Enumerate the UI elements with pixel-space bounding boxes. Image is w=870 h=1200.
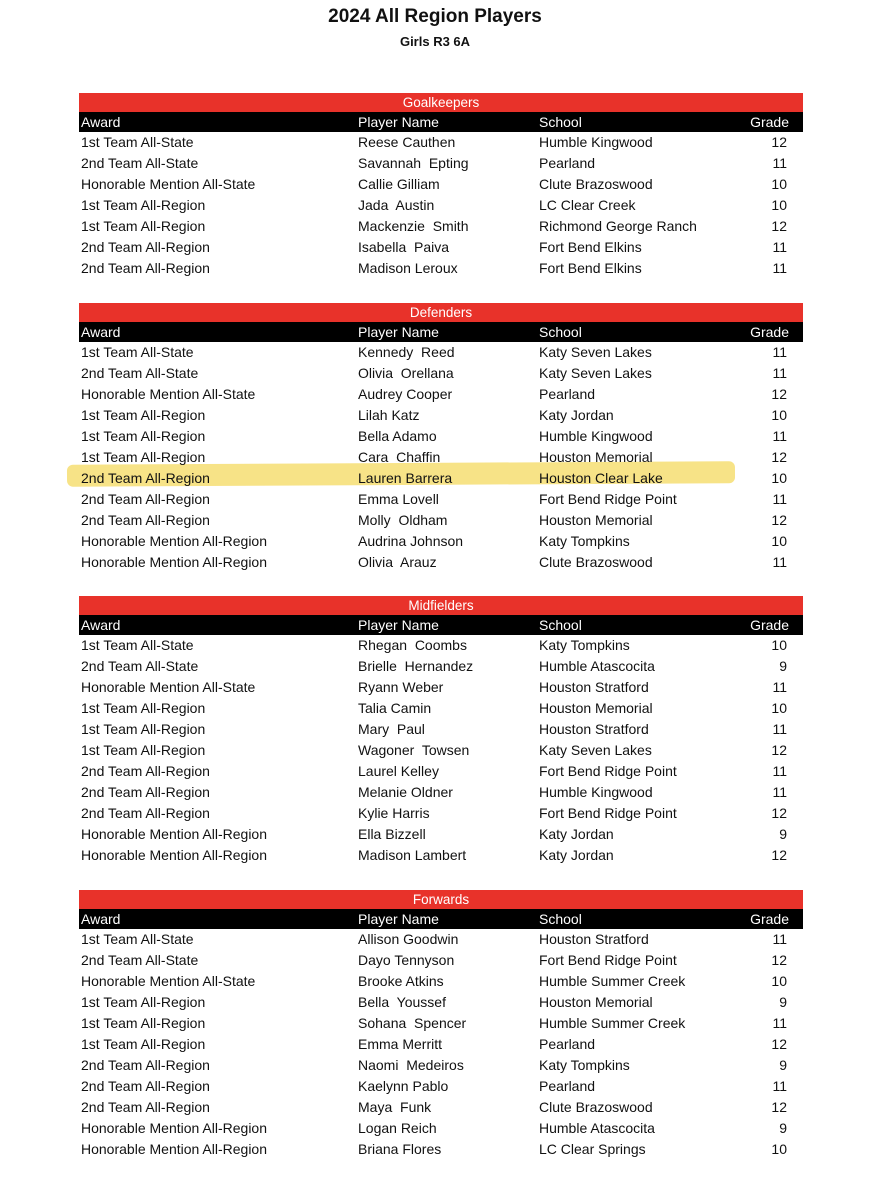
school-cell: Fort Bend Ridge Point [539,491,677,507]
player-name-cell: Kaelynn Pablo [358,1078,449,1094]
grade-cell: 9 [779,994,787,1010]
player-name-cell: Bella Adamo [358,428,437,444]
award-cell: 1st Team All-State [81,134,194,150]
column-header-name: Player Name [358,324,439,340]
grade-cell: 11 [772,260,787,276]
award-cell: 1st Team All-Region [81,1015,206,1031]
player-name-cell: Talia Camin [358,700,432,716]
player-name-cell: Brooke Atkins [358,973,444,989]
school-cell: Katy Jordan [539,826,614,842]
award-cell: 1st Team All-State [81,637,194,653]
column-header-row [79,615,803,635]
table-row [79,677,803,698]
award-cell: 2nd Team All-Region [81,470,210,486]
player-name-cell: Allison Goodwin [358,931,459,947]
school-cell: Clute Brazoswood [539,554,653,570]
grade-cell: 12 [771,847,787,863]
table-row [79,174,803,195]
grade-cell: 9 [779,826,787,842]
award-cell: Honorable Mention All-Region [81,826,267,842]
grade-cell: 12 [771,1036,787,1052]
award-cell: Honorable Mention All-Region [81,1141,267,1157]
table-row [79,992,803,1013]
player-name-cell: Dayo Tennyson [358,952,455,968]
award-cell: 2nd Team All-Region [81,491,210,507]
table-row [79,531,803,552]
section-header: Forwards [79,890,803,909]
column-header-grade: Grade [750,617,789,633]
table-row [79,803,803,824]
table-row [79,740,803,761]
grade-cell: 12 [771,805,787,821]
table-row [79,237,803,258]
school-cell: LC Clear Springs [539,1141,646,1157]
award-cell: 1st Team All-Region [81,742,206,758]
player-name-cell: Jada Austin [358,197,435,213]
school-cell: Katy Tompkins [539,1057,630,1073]
column-header-school: School [539,617,582,633]
school-cell: Humble Atascocita [539,658,655,674]
table-row [79,1034,803,1055]
player-name-cell: Mary Paul [358,721,425,737]
table-row [79,1118,803,1139]
grade-cell: 11 [772,784,787,800]
table-row [79,719,803,740]
table-row [79,761,803,782]
table-row [79,510,803,531]
award-cell: Honorable Mention All-State [81,973,256,989]
grade-cell: 11 [772,1015,787,1031]
column-header-row [79,112,803,132]
player-name-cell: Mackenzie Smith [358,218,469,234]
award-cell: 2nd Team All-State [81,658,199,674]
grade-cell: 11 [772,239,787,255]
table-row [79,195,803,216]
table-row [79,552,803,573]
player-name-cell: Bella Youssef [358,994,446,1010]
page-title: 2024 All Region Players [328,6,542,27]
award-cell: 1st Team All-Region [81,197,206,213]
grade-cell: 10 [771,176,787,192]
school-cell: Humble Summer Creek [539,1015,686,1031]
table-row [79,342,803,363]
school-cell: Katy Seven Lakes [539,742,652,758]
school-cell: Houston Stratford [539,931,649,947]
school-cell: Pearland [539,1078,596,1094]
school-cell: Fort Bend Elkins [539,260,642,276]
grade-cell: 10 [771,407,787,423]
school-cell: Fort Bend Ridge Point [539,763,677,779]
player-name-cell: Melanie Oldner [358,784,453,800]
column-header-name: Player Name [358,617,439,633]
player-name-cell: Laurel Kelley [358,763,439,779]
page-subtitle: Girls R3 6A [399,34,471,49]
table-row [79,258,803,279]
table-row [79,1055,803,1076]
table-row [79,971,803,992]
school-cell: Houston Stratford [539,679,649,695]
player-name-cell: Sohana Spencer [358,1015,467,1031]
grade-cell: 11 [772,763,787,779]
award-cell: 1st Team All-Region [81,449,206,465]
school-cell: Clute Brazoswood [539,176,653,192]
column-header-name: Player Name [358,911,439,927]
column-header-grade: Grade [750,324,789,340]
grade-cell: 10 [771,700,787,716]
player-name-cell: Maya Funk [358,1099,432,1115]
school-cell: Humble Atascocita [539,1120,655,1136]
grade-cell: 11 [772,344,787,360]
award-cell: 1st Team All-Region [81,700,206,716]
table-row [79,132,803,153]
grade-cell: 10 [771,1141,787,1157]
player-name-cell: Molly Oldham [358,512,448,528]
section-forwards [79,890,803,1160]
player-name-cell: Kylie Harris [358,805,430,821]
award-cell: Honorable Mention All-Region [81,847,267,863]
column-header-award: Award [81,911,121,927]
player-name-cell: Savannah Epting [358,155,469,171]
player-name-cell: Kennedy Reed [358,344,455,360]
player-name-cell: Lauren Barrera [358,470,453,486]
award-cell: 1st Team All-Region [81,407,206,423]
grade-cell: 11 [772,554,787,570]
player-name-cell: Ryann Weber [358,679,444,695]
section-header: Midfielders [79,596,803,615]
table-row [79,1139,803,1160]
table-row [79,384,803,405]
table-row [79,447,803,468]
table-row [79,1097,803,1118]
award-cell: 2nd Team All-Region [81,1057,210,1073]
table-row [79,153,803,174]
player-name-cell: Wagoner Towsen [358,742,470,758]
grade-cell: 12 [771,1099,787,1115]
column-header-row [79,322,803,342]
column-header-award: Award [81,617,121,633]
table-row [79,635,803,656]
school-cell: Fort Bend Elkins [539,239,642,255]
school-cell: Houston Memorial [539,994,653,1010]
column-header-name: Player Name [358,114,439,130]
table-row [79,1013,803,1034]
school-cell: Humble Kingwood [539,134,653,150]
award-cell: 1st Team All-Region [81,721,206,737]
player-name-cell: Brielle Hernandez [358,658,474,674]
award-cell: 2nd Team All-State [81,365,199,381]
award-cell: 2nd Team All-Region [81,512,210,528]
column-header-award: Award [81,114,121,130]
grade-cell: 11 [772,155,787,171]
grade-cell: 9 [779,1120,787,1136]
award-cell: Honorable Mention All-State [81,386,256,402]
award-cell: Honorable Mention All-Region [81,554,267,570]
school-cell: Fort Bend Ridge Point [539,805,677,821]
award-cell: 1st Team All-Region [81,1036,206,1052]
award-cell: 1st Team All-State [81,931,194,947]
school-cell: Katy Jordan [539,407,614,423]
table-row [79,845,803,866]
school-cell: Humble Kingwood [539,428,653,444]
table-row [79,656,803,677]
table-row [79,489,803,510]
award-cell: 2nd Team All-Region [81,1099,210,1115]
table-row [79,824,803,845]
table-row [79,929,803,950]
player-name-cell: Lilah Katz [358,407,420,423]
grade-cell: 9 [779,1057,787,1073]
table-row [79,782,803,803]
grade-cell: 10 [771,470,787,486]
section-header: Defenders [79,303,803,322]
award-cell: 2nd Team All-State [81,155,199,171]
award-cell: 2nd Team All-Region [81,784,210,800]
school-cell: Humble Summer Creek [539,973,686,989]
school-cell: Houston Memorial [539,512,653,528]
school-cell: Richmond George Ranch [539,218,697,234]
school-cell: Pearland [539,155,596,171]
player-name-cell: Madison Lambert [358,847,467,863]
section-goalkeepers [79,93,803,279]
player-name-cell: Emma Lovell [358,491,439,507]
grade-cell: 9 [779,658,787,674]
school-cell: Katy Seven Lakes [539,365,652,381]
school-cell: Fort Bend Ridge Point [539,952,677,968]
award-cell: 2nd Team All-Region [81,805,210,821]
award-cell: 1st Team All-Region [81,218,206,234]
section-defenders [79,303,803,573]
award-cell: 2nd Team All-State [81,952,199,968]
school-cell: Humble Kingwood [539,784,653,800]
school-cell: Clute Brazoswood [539,1099,653,1115]
grade-cell: 11 [772,931,787,947]
award-cell: 1st Team All-Region [81,428,206,444]
table-row [79,1076,803,1097]
award-cell: Honorable Mention All-Region [81,533,267,549]
award-cell: Honorable Mention All-State [81,679,256,695]
grade-cell: 10 [771,973,787,989]
column-header-row [79,909,803,929]
player-name-cell: Logan Reich [358,1120,437,1136]
award-cell: Honorable Mention All-Region [81,1120,267,1136]
grade-cell: 12 [771,449,787,465]
school-cell: Houston Memorial [539,449,653,465]
player-name-cell: Audrina Johnson [358,533,464,549]
column-header-grade: Grade [750,114,789,130]
school-cell: LC Clear Creek [539,197,636,213]
award-cell: 2nd Team All-Region [81,1078,210,1094]
grade-cell: 11 [772,679,787,695]
award-cell: 2nd Team All-Region [81,239,210,255]
grade-cell: 12 [771,134,787,150]
player-name-cell: Rhegan Coombs [358,637,467,653]
school-cell: Houston Memorial [539,700,653,716]
column-header-school: School [539,324,582,340]
player-name-cell: Olivia Orellana [358,365,454,381]
player-name-cell: Naomi Medeiros [358,1057,464,1073]
grade-cell: 11 [772,428,787,444]
grade-cell: 12 [771,218,787,234]
player-name-cell: Reese Cauthen [358,134,456,150]
table-row [79,698,803,719]
table-row [79,405,803,426]
player-name-cell: Isabella Paiva [358,239,450,255]
grade-cell: 12 [771,952,787,968]
player-name-cell: Emma Merritt [358,1036,442,1052]
column-header-school: School [539,911,582,927]
award-cell: 1st Team All-Region [81,994,206,1010]
section-midfielders [79,596,803,866]
grade-cell: 12 [771,386,787,402]
school-cell: Houston Stratford [539,721,649,737]
table-row [79,216,803,237]
school-cell: Katy Tompkins [539,637,630,653]
award-cell: 1st Team All-State [81,344,194,360]
table-row [79,950,803,971]
table-row [79,363,803,384]
player-name-cell: Callie Gilliam [358,176,440,192]
player-name-cell: Olivia Arauz [358,554,437,570]
grade-cell: 11 [772,721,787,737]
grade-cell: 11 [772,365,787,381]
player-name-cell: Briana Flores [358,1141,442,1157]
grade-cell: 11 [772,1078,787,1094]
table-row [79,468,803,489]
school-cell: Katy Jordan [539,847,614,863]
school-cell: Katy Tompkins [539,533,630,549]
column-header-award: Award [81,324,121,340]
player-name-cell: Audrey Cooper [358,386,453,402]
table-row [79,426,803,447]
school-cell: Pearland [539,1036,596,1052]
grade-cell: 10 [771,533,787,549]
award-cell: 2nd Team All-Region [81,260,210,276]
school-cell: Pearland [539,386,596,402]
school-cell: Katy Seven Lakes [539,344,652,360]
player-name-cell: Ella Bizzell [358,826,426,842]
award-cell: Honorable Mention All-State [81,176,256,192]
player-name-cell: Madison Leroux [358,260,458,276]
grade-cell: 11 [772,491,787,507]
column-header-school: School [539,114,582,130]
grade-cell: 12 [771,742,787,758]
section-header: Goalkeepers [79,93,803,112]
school-cell: Houston Clear Lake [539,470,663,486]
grade-cell: 10 [771,197,787,213]
grade-cell: 12 [771,512,787,528]
award-cell: 2nd Team All-Region [81,763,210,779]
grade-cell: 10 [771,637,787,653]
player-name-cell: Cara Chaffin [358,449,441,465]
column-header-grade: Grade [750,911,789,927]
